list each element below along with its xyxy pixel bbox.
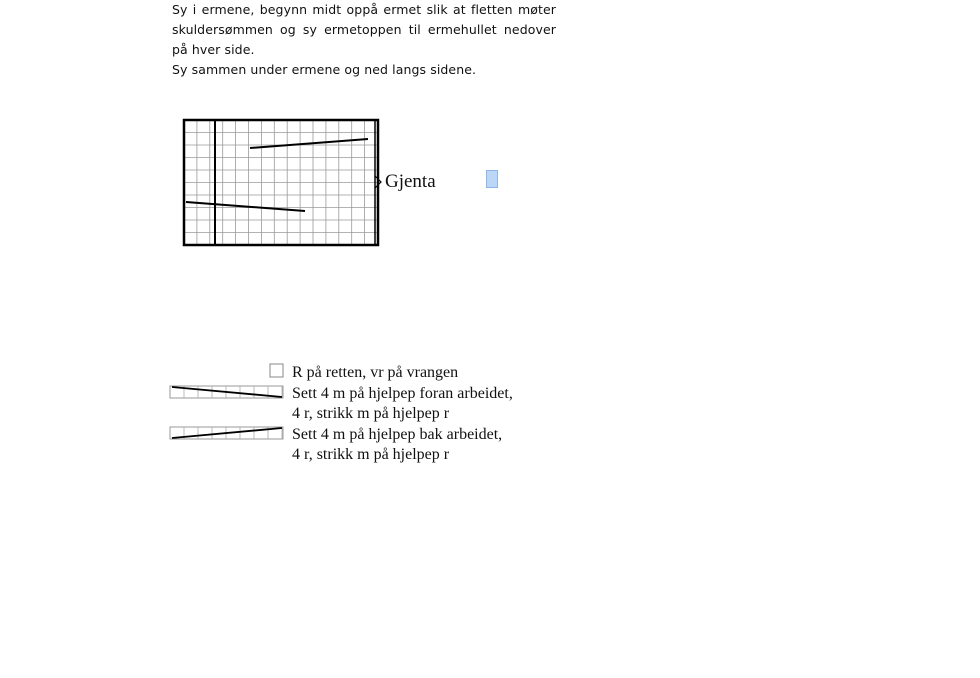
instruction-line-4: Sy sammen under ermene og ned langs sidene. — [172, 62, 477, 77]
instruction-line-1: Sy i ermene, begynn midt oppå ermet slik at fletten møter — [172, 2, 556, 17]
repeat-label: Gjenta — [385, 171, 436, 192]
legend-item-cable-front-text-2: 4 r, strikk m på hjelpep r — [292, 405, 450, 422]
legend-empty-square-icon — [270, 364, 283, 377]
legend-cable-front-icon — [170, 386, 283, 398]
legend-item-cable-back-text-2: 4 r, strikk m på hjelpep r — [292, 446, 450, 463]
legend-item-cable-front-text: Sett 4 m på hjelpep foran arbeidet, — [292, 385, 513, 402]
legend-cable-back-icon — [170, 427, 283, 439]
instruction-line-3: på hver side. — [172, 42, 255, 57]
legend-item-plain-text: R på retten, vr på vrangen — [292, 364, 459, 381]
instruction-line-2: skuldersømmen og sy ermetoppen til ermehullet nedover — [172, 22, 556, 37]
legend-item-cable-back-text: Sett 4 m på hjelpep bak arbeidet, — [292, 426, 503, 443]
